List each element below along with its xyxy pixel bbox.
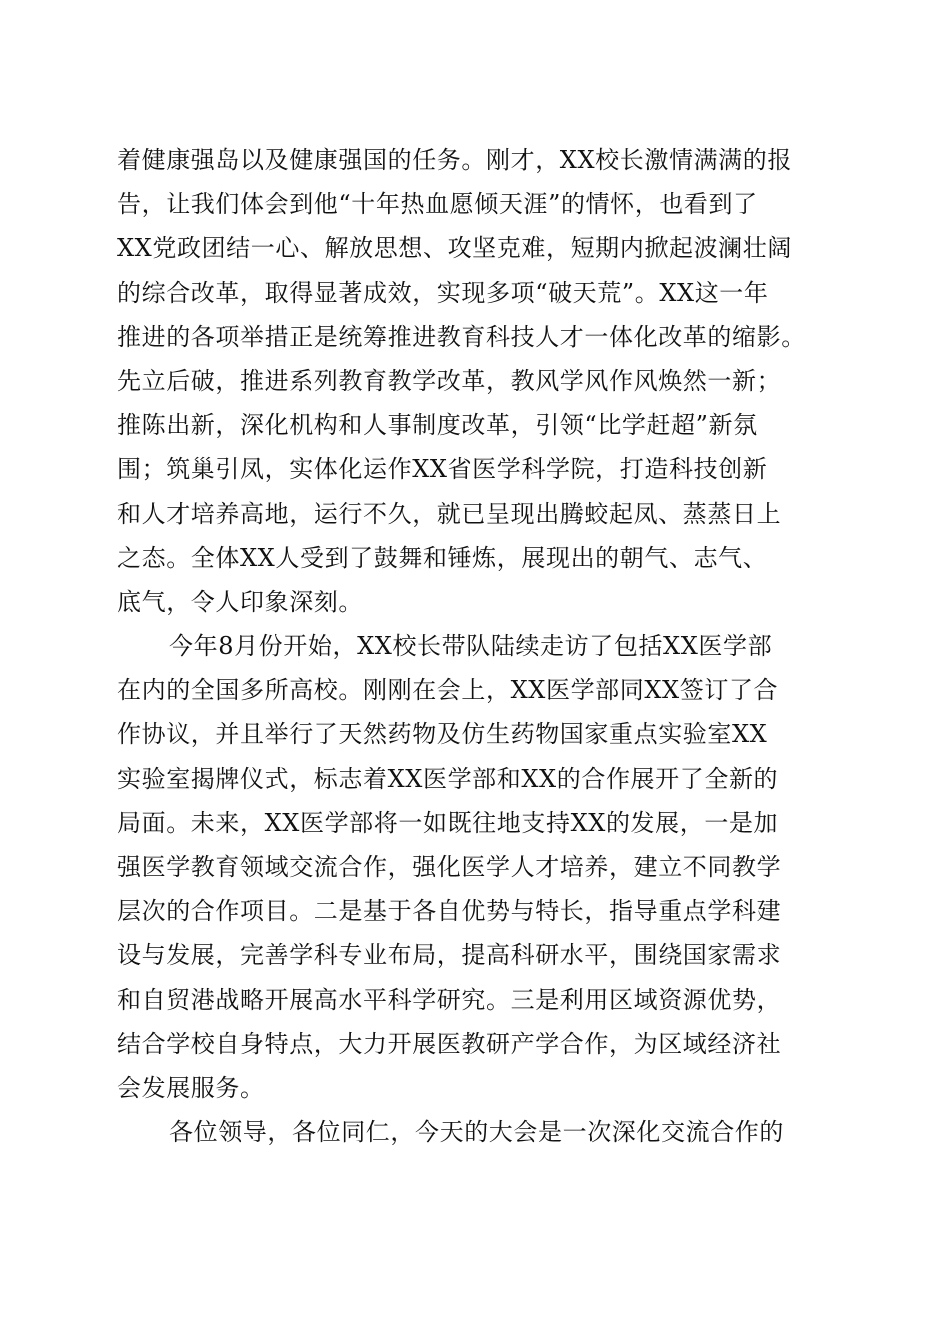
text-line: 作协议，并且举行了天然药物及仿生药物国家重点实验室XX — [117, 720, 768, 749]
text-line: 推进的各项举措正是统筹推进教育科技人才一体化改革的缩影。 — [117, 322, 806, 351]
text-line: 局面。未来，XX医学部将一如既往地支持XX的发展，一是加 — [117, 808, 779, 837]
text-line: 和人才培养高地，运行不久，就已呈现出腾蛟起凤、蒸蒸日上 — [117, 499, 782, 528]
paragraph-start-line: 今年8月份开始，XX校长带队陆续走访了包括XX医学部 — [169, 632, 773, 661]
paragraph-start-line: 各位领导，各位同仁，今天的大会是一次深化交流合作的 — [169, 1118, 784, 1147]
text-line: 推陈出新，深化机构和人事制度改革，引领“比学赶超”新氛 — [117, 411, 758, 440]
text-line: 底气，令人印象深刻。 — [117, 587, 363, 616]
text-line: 先立后破，推进系列教育教学改革，教风学风作风焕然一新； — [117, 366, 782, 395]
text-line: 层次的合作项目。二是基于各自优势与特长，指导重点学科建 — [117, 897, 782, 926]
text-line: 的综合改革，取得显著成效，实现多项“破天荒”。XX这一年 — [117, 278, 769, 307]
text-line: 着健康强岛以及健康强国的任务。刚才，XX校长激情满满的报 — [117, 146, 792, 174]
text-line: 之态。全体XX人受到了鼓舞和锤炼，展现出的朝气、志气、 — [117, 543, 768, 572]
text-line: 会发展服务。 — [117, 1073, 265, 1102]
text-line: 告，让我们体会到他“十年热血愿倾天涯”的情怀，也看到了 — [117, 190, 758, 219]
text-line: 围；筑巢引凤，实体化运作XX省医学科学院，打造科技创新 — [117, 455, 768, 484]
text-line: 和自贸港战略开展高水平科学研究。三是利用区域资源优势， — [117, 985, 782, 1014]
text-line: XX党政团结一心、解放思想、攻坚克难，短期内掀起波澜壮阔 — [117, 234, 792, 263]
text-line: 在内的全国多所高校。刚刚在会上，XX医学部同XX签订了合 — [117, 676, 779, 705]
text-line: 设与发展，完善学科专业布局，提高科研水平，围绕国家需求 — [117, 941, 782, 970]
text-line: 实验室揭牌仪式，标志着XX医学部和XX的合作展开了全新的 — [117, 764, 779, 793]
text-line: 强医学教育领域交流合作，强化医学人才培养，建立不同教学 — [117, 853, 782, 881]
text-line: 结合学校自身特点，大力开展医教研产学合作，为区域经济社 — [117, 1029, 782, 1058]
document-body — [117, 138, 833, 1154]
